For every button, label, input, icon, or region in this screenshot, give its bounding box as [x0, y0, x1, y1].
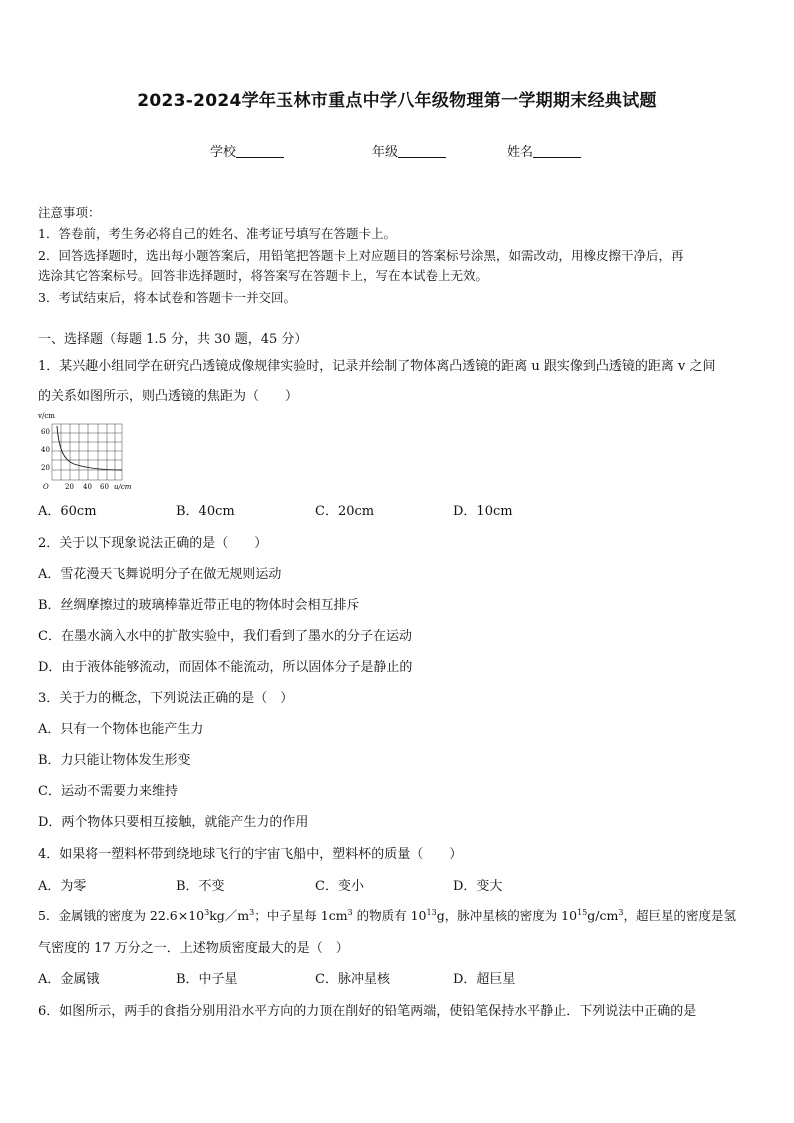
- grade-label: 年级: [372, 145, 399, 160]
- graph-xtick-40: 40: [83, 483, 92, 491]
- q4-option-a: A．为零: [38, 879, 87, 894]
- notice-heading: 注意事项：: [38, 205, 101, 220]
- q2-option-c: C．在墨水滴入水中的扩散实验中，我们看到了墨水的分子在运动: [38, 629, 412, 644]
- school-label: 学校: [210, 145, 237, 160]
- q4-option-b: B．不变: [176, 879, 225, 894]
- q4-stem: 4．如果将一塑料杯带到绕地球飞行的宇宙飞船中，塑料杯的质量（ ）: [38, 847, 463, 862]
- q3-option-c: C．运动不需要力来维持: [38, 784, 178, 799]
- q1-option-c: C．20cm: [315, 504, 375, 519]
- q2-option-d: D．由于液体能够流动，而固体不能流动，所以固体分子是静止的: [38, 660, 413, 675]
- q4-option-d: D．变大: [453, 879, 503, 894]
- grade-blank: [398, 144, 446, 158]
- graph-curve: [57, 426, 122, 470]
- q2-stem: 2．关于以下现象说法正确的是（ ）: [38, 536, 268, 551]
- school-field: [210, 141, 284, 160]
- section-heading: 一、选择题（每题 1.5 分，共 30 题，45 分）: [38, 332, 308, 347]
- q5-option-c: C．脉冲星核: [315, 972, 390, 987]
- graph-ytick-60: 60: [41, 428, 50, 436]
- q6-stem: 6．如图所示，两手的食指分别用沿水平方向的力顶在削好的铅笔两端，使铅笔保持水平静止．下列说法中正确的是: [38, 1004, 697, 1019]
- exam-title: 2023-2024学年玉林市重点中学八年级物理第一学期期末经典试题: [137, 91, 657, 111]
- name-field: [507, 141, 581, 160]
- q5-option-b: B．中子星: [176, 972, 238, 987]
- notice-item-2: 2．回答选择题时，选出每小题答案后，用铅笔把答题卡上对应题目的答案标号涂黑，如需改动，用橡皮擦干净后，再: [38, 248, 684, 263]
- name-blank: [533, 144, 581, 158]
- q1-uv-graph: [38, 410, 138, 492]
- notice-item-3: 3．考试结束后，将本试卷和答题卡一并交回。: [38, 290, 296, 305]
- graph-xlabel: u/cm: [114, 483, 132, 491]
- q1-option-a: A．60cm: [38, 504, 97, 519]
- graph-xtick-60: 60: [100, 483, 109, 491]
- q1-stem-line2: 的关系如图所示，则凸透镜的焦距为（ ）: [38, 389, 299, 404]
- q3-option-a: A．只有一个物体也能产生力: [38, 722, 204, 737]
- q3-option-d: D．两个物体只要相互接触，就能产生力的作用: [38, 815, 309, 830]
- q1-option-b: B．40cm: [176, 504, 235, 519]
- q2-option-a: A．雪花漫天飞舞说明分子在做无规则运动: [38, 567, 282, 582]
- school-blank: [236, 144, 284, 158]
- graph-xtick-20: 20: [65, 483, 74, 491]
- graph-ylabel: v/cm: [38, 412, 55, 420]
- graph-ytick-40: 40: [41, 446, 50, 454]
- notice-item-2-cont: 选涂其它答案标号。回答非选择题时，将答案写在答题卡上，写在本试卷上无效。: [38, 268, 489, 283]
- q3-option-b: B．力只能让物体发生形变: [38, 753, 191, 768]
- q5-option-d: D．超巨星: [453, 972, 516, 987]
- grade-field: [372, 141, 446, 160]
- q5-stem-line2: 气密度的 17 万分之一．上述物质密度最大的是（ ）: [38, 941, 349, 956]
- notice-item-1: 1．答卷前，考生务必将自己的姓名、准考证号填写在答题卡上。: [38, 226, 396, 241]
- graph-origin: O: [43, 483, 49, 491]
- q1-stem-line1: 1．某兴趣小组同学在研究凸透镜成像规律实验时，记录并绘制了物体离凸透镜的距离 u 跟实像到凸透镜的距离 v 之间: [38, 359, 716, 374]
- graph-ytick-20: 20: [41, 464, 50, 472]
- q4-option-c: C．变小: [315, 879, 364, 894]
- q3-stem: 3．关于力的概念，下列说法正确的是（ ）: [38, 691, 294, 706]
- q1-option-d: D．10cm: [453, 504, 513, 519]
- name-label: 姓名: [507, 145, 534, 160]
- q5-stem-line1: 5．金属锇的密度为 $22.6\times 10^3kg/m^3$；中子星每 $1cm^3$ 的物质有 $10^{13}g$，脉冲星核的密度为 $10^{15}g/cm^3$，超巨星的密度是氢: [38, 907, 736, 923]
- q2-option-b: B．丝绸摩擦过的玻璃棒靠近带正电的物体时会相互排斥: [38, 598, 360, 613]
- q5-option-a: A．金属锇: [38, 972, 100, 987]
